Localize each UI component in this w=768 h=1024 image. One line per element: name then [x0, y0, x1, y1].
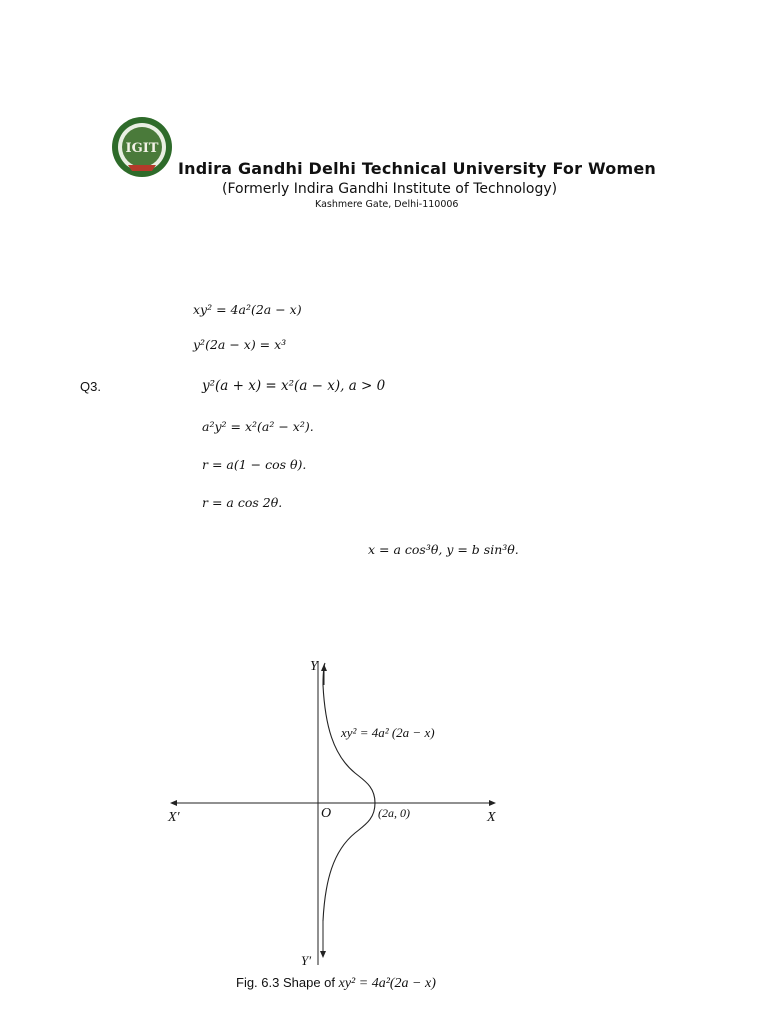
university-seal-icon	[110, 115, 174, 179]
address-line: Kashmere Gate, Delhi-110006	[315, 199, 459, 210]
question-label: Q3.	[80, 379, 101, 394]
equation-6: r = a cos 2θ.	[202, 495, 283, 510]
caption-prefix: Fig. 6.3 Shape of	[236, 975, 339, 990]
figure-caption	[236, 975, 436, 992]
equation-4: a²y² = x²(a² − x²).	[202, 419, 314, 434]
origin-label: O	[321, 806, 332, 821]
equation-1: xy² = 4a²(2a − x)	[193, 302, 302, 317]
y-prime-label: Y′	[301, 953, 312, 968]
curve-figure	[165, 655, 505, 975]
university-title: Indira Gandhi Delhi Technical University For Women	[178, 159, 656, 178]
caption-equation: xy² = 4a²(2a − x)	[338, 976, 436, 991]
equation-2: y²(2a − x) = x³	[193, 337, 287, 352]
x-prime-label: X′	[168, 810, 180, 825]
svg-text:IGIT: IGIT	[125, 141, 159, 156]
equation-5: r = a(1 − cos θ).	[202, 457, 307, 472]
x-axis-label: X	[487, 810, 496, 825]
point-label: (2a, 0)	[378, 806, 410, 820]
equation-3: y²(a + x) = x²(a − x), a > 0	[202, 378, 386, 394]
formerly-subtitle: (Formerly Indira Gandhi Institute of Technology)	[222, 181, 558, 197]
curve-label: xy² = 4a² (2a − x)	[341, 725, 435, 740]
y-axis-label: Y	[310, 659, 318, 674]
equation-7: x = a cos³θ, y = b sin³θ.	[368, 542, 519, 557]
